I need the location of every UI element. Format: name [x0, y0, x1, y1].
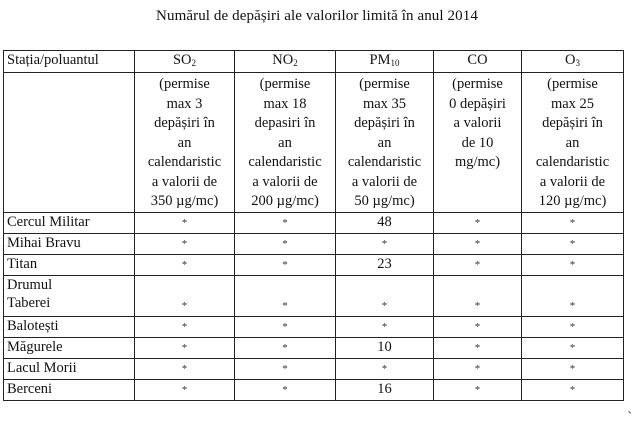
no-exceedance-mark: *	[181, 362, 188, 375]
value-cell	[434, 379, 522, 400]
no-exceedance-mark: *	[381, 299, 388, 312]
no-exceedance-mark: *	[474, 362, 481, 375]
value-cell	[336, 358, 434, 379]
no-exceedance-mark: *	[181, 320, 188, 333]
exceedance-count: 23	[377, 255, 392, 272]
station-name: Măgurele	[4, 337, 135, 358]
value-cell	[336, 379, 434, 400]
no-exceedance-mark: *	[569, 299, 576, 312]
no-exceedance-mark: *	[569, 320, 576, 333]
no-exceedance-mark: *	[474, 299, 481, 312]
no-exceedance-mark: *	[381, 320, 388, 333]
header-row	[4, 51, 624, 73]
no-exceedance-mark: *	[282, 299, 288, 312]
value-cell	[336, 316, 434, 337]
value-cell	[434, 337, 522, 358]
no-exceedance-mark: *	[569, 216, 576, 229]
exceedance-count: 10	[377, 338, 392, 355]
table-row	[4, 379, 624, 400]
value-cell	[522, 358, 624, 379]
no-exceedance-mark: *	[282, 383, 288, 396]
no-exceedance-mark: *	[381, 237, 388, 250]
value-cell	[235, 358, 336, 379]
pollutant-header-o3: $O_3$	[522, 51, 624, 73]
no-exceedance-mark: *	[474, 258, 481, 271]
value-cell	[522, 233, 624, 254]
value-cell	[135, 337, 235, 358]
value-cell	[235, 275, 336, 316]
value-cell	[336, 337, 434, 358]
value-cell	[522, 316, 624, 337]
no-exceedance-mark: *	[181, 258, 188, 271]
limit-cell-pm10: (permise max 35 depășiri în an calendaristic a valorii de 50 µg/mc)	[336, 73, 434, 213]
value-cell	[135, 233, 235, 254]
value-cell	[135, 316, 235, 337]
exceedances-table	[3, 50, 624, 401]
no-exceedance-mark: *	[474, 237, 481, 250]
no-exceedance-mark: *	[569, 341, 576, 354]
no-exceedance-mark: *	[282, 216, 288, 229]
value-cell	[522, 379, 624, 400]
no-exceedance-mark: *	[474, 383, 481, 396]
value-cell	[135, 275, 235, 316]
limits-row-label	[4, 73, 135, 213]
exceedance-count: 16	[377, 380, 392, 397]
value-cell	[434, 254, 522, 275]
value-cell	[434, 358, 522, 379]
station-name: Drumul Taberei	[4, 275, 135, 316]
pollutant-header-pm10: $PM_{10}$	[336, 51, 434, 73]
no-exceedance-mark: *	[282, 237, 288, 250]
value-cell	[235, 316, 336, 337]
limit-cell-no2: (permise max 18 depasiri în an calendaristic a valorii de 200 µg/mc)	[235, 73, 336, 213]
no-exceedance-mark: *	[282, 258, 288, 271]
table-row	[4, 254, 624, 275]
value-cell	[235, 379, 336, 400]
no-exceedance-mark: *	[474, 320, 481, 333]
no-exceedance-mark: *	[282, 320, 288, 333]
value-cell	[434, 316, 522, 337]
document-title: Numărul de depășiri ale valorilor limită în anul 2014	[156, 8, 478, 24]
station-name: Titan	[4, 254, 135, 275]
table-row	[4, 316, 624, 337]
value-cell	[336, 254, 434, 275]
value-cell	[336, 233, 434, 254]
station-name: Mihai Bravu	[4, 233, 135, 254]
value-cell	[135, 358, 235, 379]
station-name: Berceni	[4, 379, 135, 400]
station-name: Lacul Morii	[4, 358, 135, 379]
no-exceedance-mark: *	[181, 341, 188, 354]
pollutant-header-so2: $SO_2$	[135, 51, 235, 73]
table-row	[4, 275, 624, 316]
no-exceedance-mark: *	[381, 362, 388, 375]
station-name: Cercul Militar	[4, 212, 135, 233]
limit-cell-so2: (permise max 3 depășiri în an calendaristic a valorii de 350 µg/mc)	[135, 73, 235, 213]
value-cell	[235, 337, 336, 358]
value-cell	[522, 275, 624, 316]
value-cell	[235, 254, 336, 275]
no-exceedance-mark: *	[474, 216, 481, 229]
table-row	[4, 358, 624, 379]
pollutant-header-co: CO	[434, 51, 522, 73]
no-exceedance-mark: *	[569, 237, 576, 250]
value-cell	[434, 233, 522, 254]
no-exceedance-mark: *	[474, 341, 481, 354]
exceedance-count: 48	[377, 213, 392, 230]
limit-cell-o3: (permise max 25 depășiri în an calendaristic a valorii de 120 µg/mc)	[522, 73, 624, 213]
value-cell	[522, 254, 624, 275]
table-row	[4, 212, 624, 233]
station-column-header: Stația/poluantul	[4, 51, 135, 73]
table-row	[4, 337, 624, 358]
table-row	[4, 233, 624, 254]
no-exceedance-mark: *	[181, 299, 188, 312]
value-cell	[135, 379, 235, 400]
value-cell	[135, 254, 235, 275]
no-exceedance-mark: *	[181, 216, 188, 229]
value-cell	[522, 337, 624, 358]
no-exceedance-mark: *	[282, 341, 288, 354]
station-name: Balotești	[4, 316, 135, 337]
no-exceedance-mark: *	[181, 237, 188, 250]
no-exceedance-mark: *	[569, 383, 576, 396]
pollutant-header-no2: $NO_2$	[235, 51, 336, 73]
limits-row	[4, 73, 624, 213]
value-cell	[135, 212, 235, 233]
value-cell	[336, 212, 434, 233]
scan-artifact-mark: `	[627, 410, 632, 425]
no-exceedance-mark: *	[181, 383, 188, 396]
value-cell	[522, 212, 624, 233]
value-cell	[336, 275, 434, 316]
no-exceedance-mark: *	[282, 362, 288, 375]
value-cell	[235, 233, 336, 254]
no-exceedance-mark: *	[569, 362, 576, 375]
value-cell	[434, 275, 522, 316]
no-exceedance-mark: *	[569, 258, 576, 271]
value-cell	[235, 212, 336, 233]
value-cell	[434, 212, 522, 233]
limit-cell-co: (permise 0 depășiri a valorii de 10 mg/mc)	[434, 73, 522, 213]
